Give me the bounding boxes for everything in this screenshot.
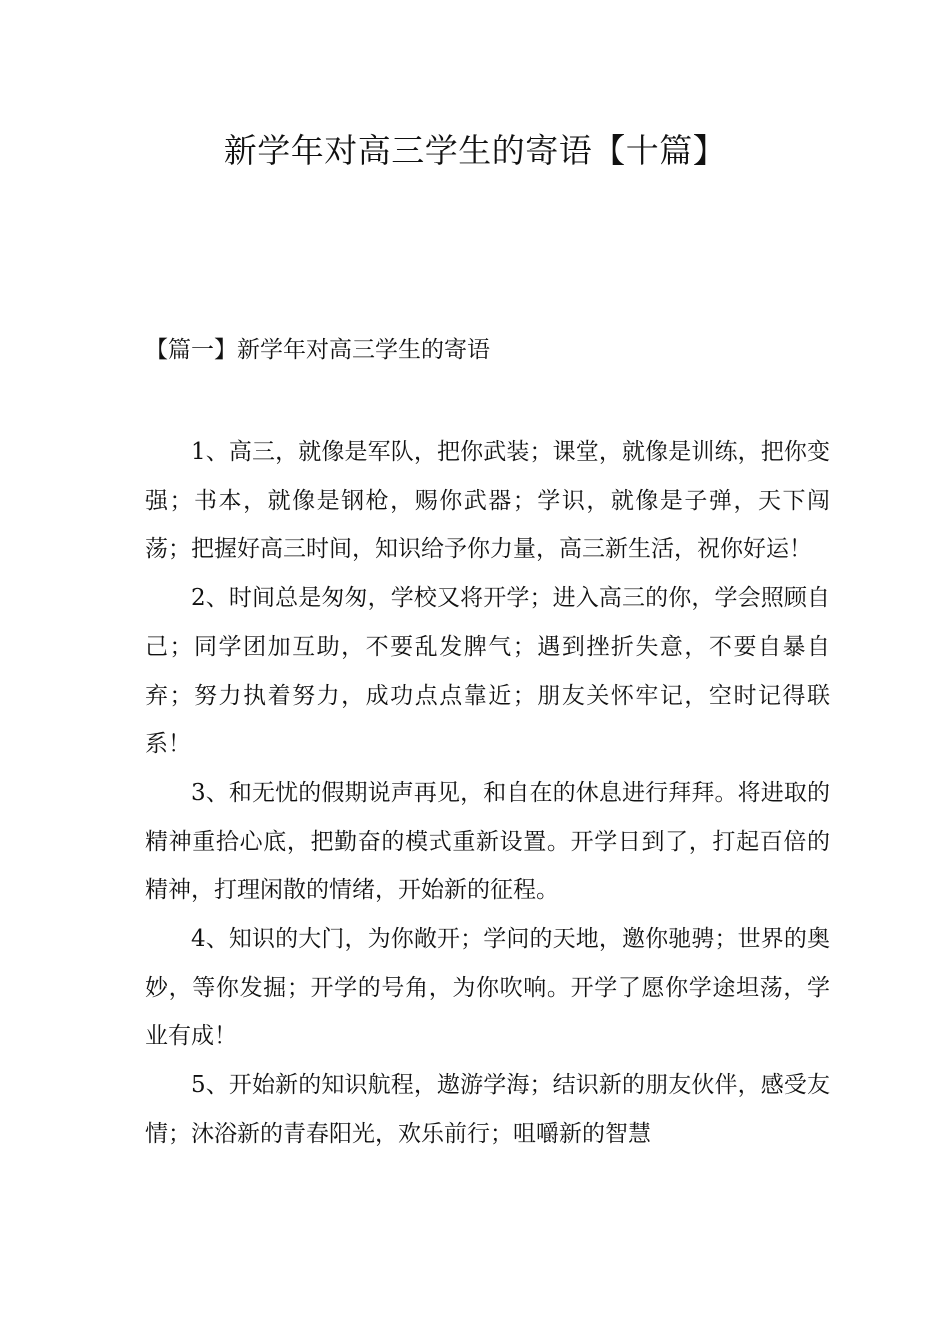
paragraph-1: 1、高三，就像是军队，把你武装；课堂，就像是训练，把你变强；书本，就像是钢枪，赐你武器；学识，就像是子弹，天下闯荡；把握好高三时间，知识给予你力量，高三新生活，祝你好运！ xyxy=(145,439,830,563)
paragraph-5: 5、开始新的知识航程，遨游学海；结识新的朋友伙伴，感受友情；沐浴新的青春阳光，欢乐前行；咀嚼新的智慧 xyxy=(145,1072,830,1147)
paragraph-4: 4、知识的大门，为你敞开；学问的天地，邀你驰骋；世界的奥妙，等你发掘；开学的号角，为你吹响。开学了愿你学途坦荡，学业有成！ xyxy=(145,926,830,1050)
paragraph-3: 3、和无忧的假期说声再见，和自在的休息进行拜拜。将进取的精神重拾心底，把勤奋的模式重新设置。开学日到了，打起百倍的精神，打理闲散的情绪，开始新的征程。 xyxy=(145,779,830,904)
document-body xyxy=(145,428,830,1159)
paragraph-2: 2、时间总是匆匆，学校又将开学；进入高三的你，学会照顾自己；同学团加互助，不要乱发脾气；遇到挫折失意，不要自暴自弃；努力执着努力，成功点点靠近；朋友关怀牢记，空时记得联系！ xyxy=(145,585,830,758)
document-title: 新学年对高三学生的寄语【十篇】 xyxy=(223,131,727,170)
section-heading: 【篇一】新学年对高三学生的寄语 xyxy=(145,337,490,363)
